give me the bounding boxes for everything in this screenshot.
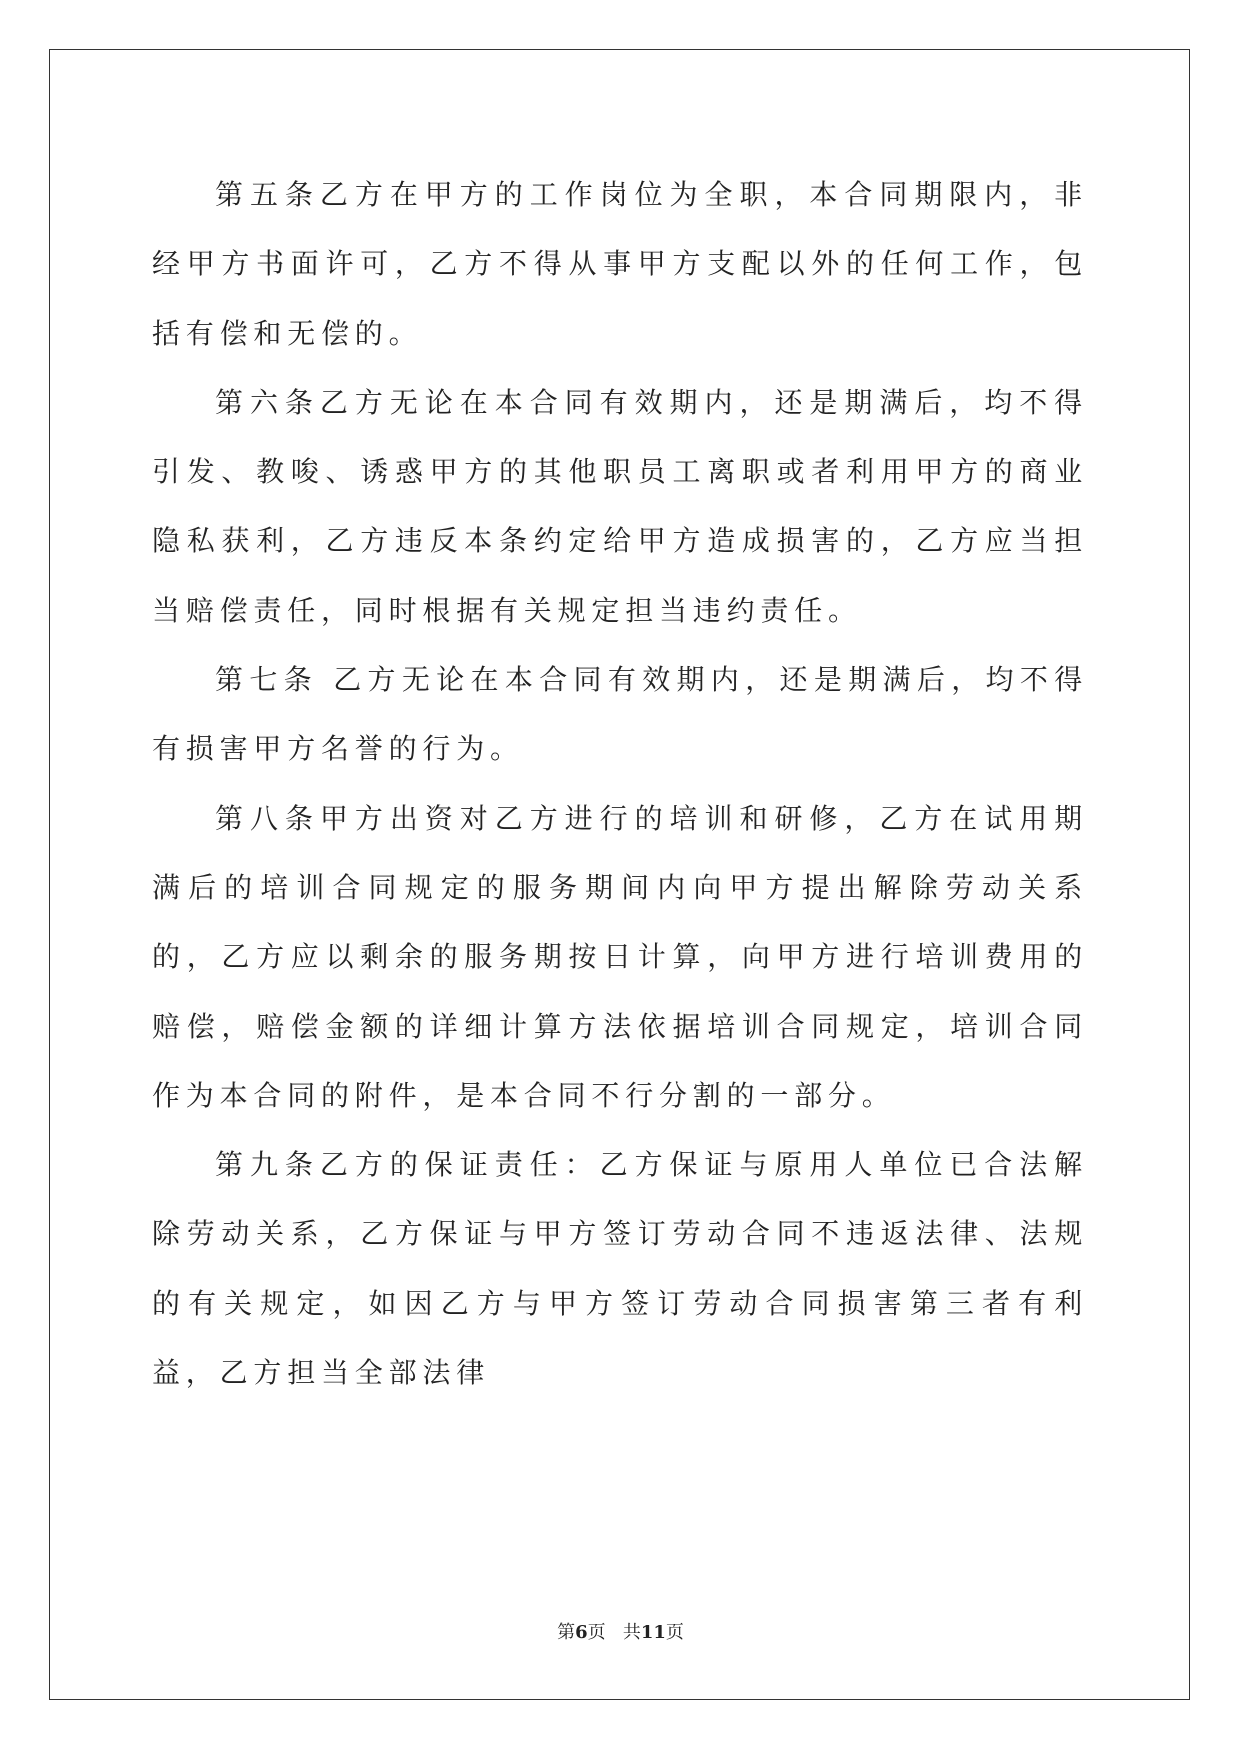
paragraph-article-5: 第五条乙方在甲方的工作岗位为全职，本合同期限内，非经甲方书面许可，乙方不得从事甲方支配以外的任何工作，包括有偿和无偿的。	[152, 178, 1088, 350]
document-body	[152, 160, 1088, 1407]
paragraph-article-9: 第九条乙方的保证责任：乙方保证与原用人单位已合法解除劳动关系，乙方保证与甲方签订劳动合同不违返法律、法规的有关规定，如因乙方与甲方签订劳动合同损害第三者有利益，乙方担当全部法律	[152, 1148, 1088, 1390]
page-prefix: 第	[557, 1622, 576, 1643]
total-pages: 11	[640, 1622, 666, 1643]
page-footer	[0, 1618, 1241, 1644]
total-suffix: 页	[665, 1622, 684, 1643]
total-prefix: 共	[622, 1622, 641, 1643]
page-number: 6	[575, 1622, 588, 1643]
paragraph-article-6: 第六条乙方无论在本合同有效期内，还是期满后，均不得引发、教唆、诱惑甲方的其他职员工离职或者利用甲方的商业隐私获利，乙方违反本条约定给甲方造成损害的，乙方应当担当赔偿责任，同时根据有关规定担当违约责任。	[152, 385, 1088, 627]
paragraph-article-7: 第七条 乙方无论在本合同有效期内，还是期满后，均不得有损害甲方名誉的行为。	[152, 663, 1088, 766]
page-suffix: 页	[587, 1622, 606, 1643]
paragraph-article-8: 第八条甲方出资对乙方进行的培训和研修，乙方在试用期满后的培训合同规定的服务期间内向甲方提出解除劳动关系的，乙方应以剩余的服务期按日计算，向甲方进行培训费用的赔偿，赔偿金额的详细计算方法依据培训合同规定，培训合同作为本合同的附件，是本合同不行分割的一部分。	[152, 801, 1088, 1112]
